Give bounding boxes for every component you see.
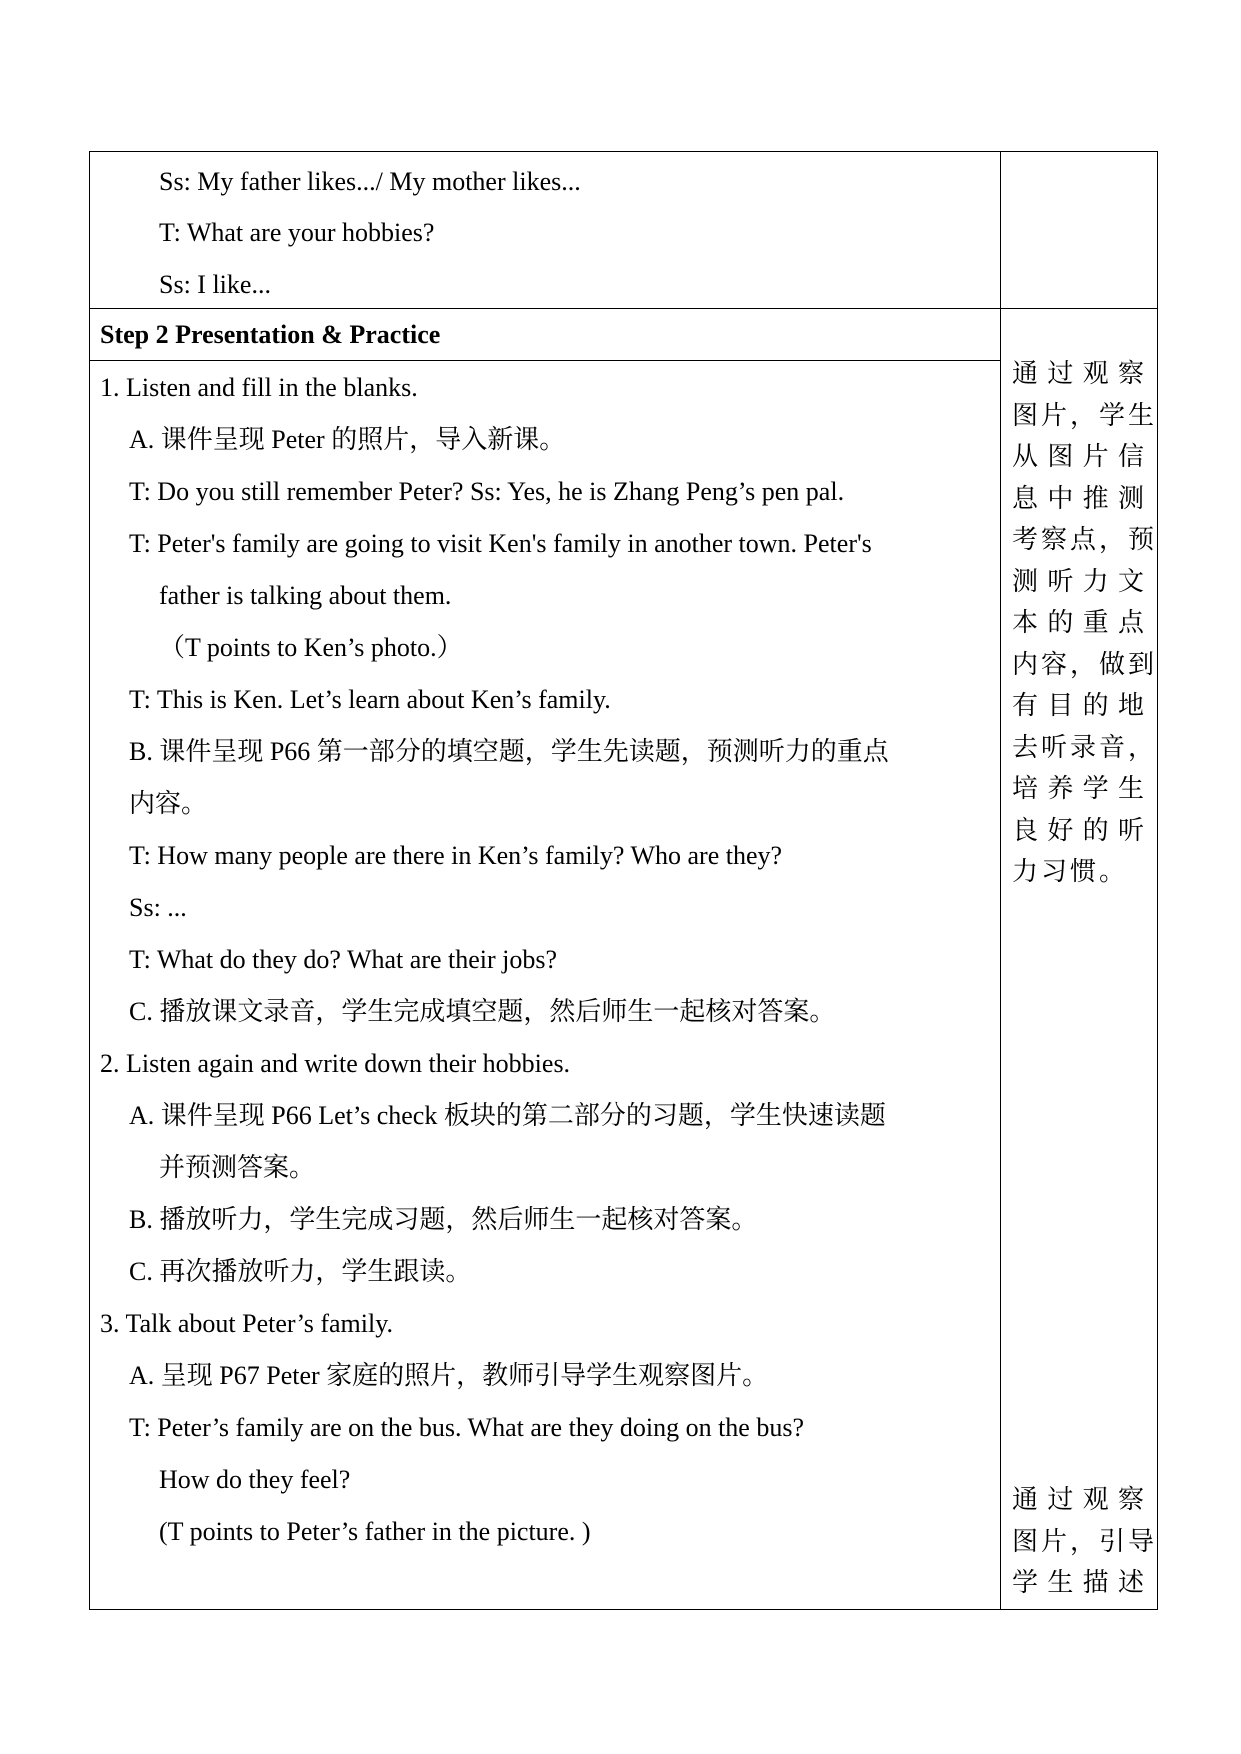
side-note-2-line-2: 图片，引导 (1012, 1526, 1158, 1556)
step-heading: Step 2 Presentation & Practice (100, 320, 441, 349)
content-line-22: How do they feel? (159, 1465, 351, 1494)
side-note-1-line-12: 良好的听 (1012, 815, 1147, 845)
side-note-1-line-5: 考察点，预 (1012, 525, 1158, 554)
side-note-1-line-8: 内容，做到 (1012, 649, 1158, 679)
content-line-23: (T points to Peter’s father in the picture. ) (159, 1517, 591, 1546)
row-divider-top (90, 308, 1157, 309)
content-line-13: C. 播放课文录音，学生完成填空题，然后师生一起核对答案。 (129, 997, 836, 1026)
top-row-line-3: Ss: I like... (159, 270, 271, 299)
content-line-3: T: Do you still remember Peter? Ss: Yes, he is Zhang Peng’s pen pal. (129, 477, 845, 506)
content-line-9: 内容。 (129, 789, 208, 818)
content-line-8: B. 课件呈现 P66 第一部分的填空题，学生先读题，预测听力的重点 (129, 737, 889, 766)
side-note-1-line-3: 从图片信 (1012, 442, 1147, 471)
top-row-line-2: T: What are your hobbies? (159, 218, 435, 247)
lesson-plan-table (89, 151, 1158, 1610)
content-line-2: A. 课件呈现 Peter 的照片，导入新课。 (129, 425, 566, 454)
content-line-14: 2. Listen again and write down their hobbies. (100, 1049, 571, 1078)
side-note-1-line-6: 测听力文 (1012, 566, 1147, 596)
side-note-1-line-11: 培养学生 (1012, 774, 1147, 803)
content-line-18: C. 再次播放听力，学生跟读。 (129, 1257, 472, 1286)
column-divider (1000, 152, 1001, 1609)
content-line-20: A. 呈现 P67 Peter 家庭的照片，教师引导学生观察图片。 (129, 1361, 769, 1390)
side-note-listening (1012, 353, 1158, 893)
side-note-picture (1012, 1479, 1158, 1604)
row-divider-heading (90, 360, 1000, 361)
side-note-1-line-10: 去听录音， (1012, 732, 1158, 762)
side-note-1-line-4: 息中推测 (1012, 483, 1147, 513)
content-line-4: T: Peter's family are going to visit Ken's family in another town. Peter's (129, 529, 872, 558)
content-line-10: T: How many people are there in Ken’s family? Who are they? (129, 841, 783, 870)
content-line-11: Ss: ... (129, 893, 187, 922)
content-line-16: 并预测答案。 (159, 1153, 316, 1182)
side-note-2-line-1: 通过观察 (1012, 1485, 1147, 1514)
content-line-5: father is talking about them. (159, 581, 452, 610)
top-row-line-1: Ss: My father likes.../ My mother likes... (159, 167, 581, 196)
content-line-7: T: This is Ken. Let’s learn about Ken’s family. (129, 685, 611, 714)
content-line-19: 3. Talk about Peter’s family. (100, 1309, 394, 1338)
side-note-1-line-2: 图片，学生 (1012, 400, 1158, 430)
content-line-17: B. 播放听力，学生完成习题，然后师生一起核对答案。 (129, 1205, 758, 1234)
side-note-1-line-9: 有目的地 (1012, 691, 1147, 720)
content-line-1: 1. Listen and fill in the blanks. (100, 373, 418, 402)
content-line-12: T: What do they do? What are their jobs? (129, 945, 558, 974)
side-note-1-line-1: 通过观察 (1012, 359, 1147, 388)
content-line-15: A. 课件呈现 P66 Let’s check 板块的第二部分的习题，学生快速读题 (129, 1101, 886, 1130)
content-line-6: （T points to Ken’s photo.） (159, 633, 463, 662)
side-note-1-line-7: 本的重点 (1012, 608, 1147, 637)
content-line-21: T: Peter’s family are on the bus. What are they doing on the bus? (129, 1413, 805, 1442)
side-note-1-line-13: 力习惯。 (1012, 857, 1129, 886)
side-note-2-line-3: 学生描述 (1012, 1568, 1147, 1597)
